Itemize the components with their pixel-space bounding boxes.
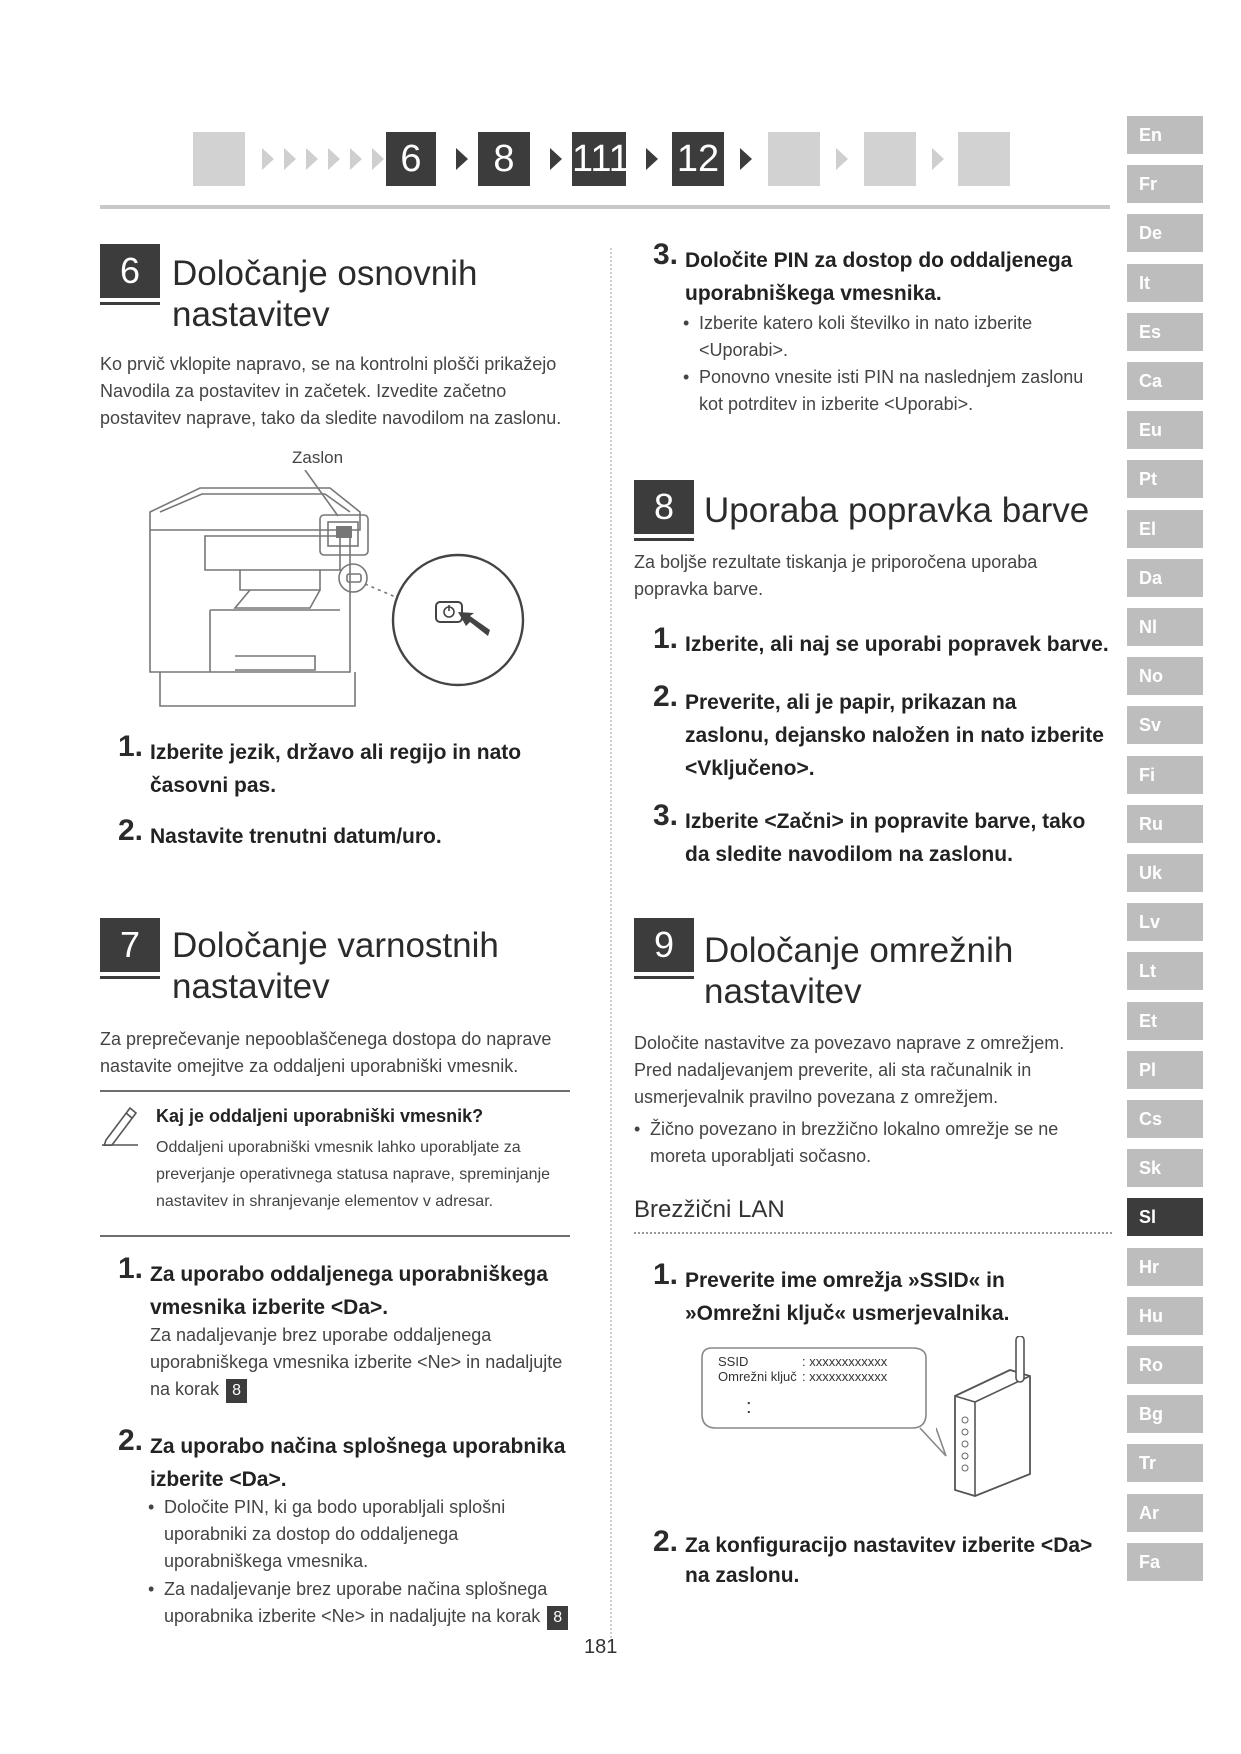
bullet-item <box>164 1576 584 1630</box>
step-text: Preverite, ali je papir, prikazan na zaslonu, dejansko naložen in nato izberite <Vključeno>. <box>685 691 1104 780</box>
note-rule-top <box>100 1090 570 1092</box>
language-tab-da[interactable]: Da <box>1127 559 1203 597</box>
step-text: Za konfiguracijo nastavitev izberite <Da> na zaslonu. <box>685 1534 1093 1587</box>
section-title-line: Določanje omrežnih <box>704 931 1014 970</box>
nav-box-blank <box>768 132 820 186</box>
bullet-item: • Določite PIN, ki ga bodo uporabljali splošni uporabniki za dostop do oddaljenega uporabniškega vmesnika. <box>164 1494 574 1575</box>
bullet-item: • Žično povezano in brezžično lokalno omrežje se ne moreta uporabljati sočasno. <box>650 1116 1080 1170</box>
language-tab-ro[interactable]: Ro <box>1127 1346 1203 1384</box>
section-title <box>704 930 1013 1012</box>
step-number: 2. <box>653 680 679 713</box>
language-tab-ca[interactable]: Ca <box>1127 362 1203 400</box>
language-tab-de[interactable]: De <box>1127 214 1203 252</box>
language-tab-ru[interactable]: Ru <box>1127 805 1203 843</box>
step-number: 2. <box>653 1525 679 1558</box>
language-tab-ar[interactable]: Ar <box>1127 1494 1203 1532</box>
more-entries: : <box>746 1396 752 1418</box>
language-tab-sl[interactable]: Sl <box>1127 1198 1203 1236</box>
section-title-line: Določanje osnovnih <box>172 254 478 293</box>
step-number: 1. <box>653 622 679 655</box>
language-tab-lv[interactable]: Lv <box>1127 903 1203 941</box>
language-tab-hr[interactable]: Hr <box>1127 1248 1203 1286</box>
section-title-line: nastavitev <box>704 972 862 1011</box>
nav-chevron-icon <box>350 148 362 170</box>
bullet-item: • Izberite katero koli številko in nato izberite <Uporabi>. <box>699 310 1099 364</box>
step-subtext <box>150 1322 580 1403</box>
step-number: 3. <box>653 238 679 271</box>
note-rule-bottom <box>100 1235 570 1237</box>
section-intro: Za boljše rezultate tiskanja je priporočena uporaba popravka barve. <box>634 552 1038 599</box>
section-number: 7 <box>100 918 160 972</box>
step-ref-chip[interactable]: 8 <box>547 1606 568 1630</box>
language-tab-nl[interactable]: Nl <box>1127 608 1203 646</box>
nav-chevron-icon <box>550 148 562 170</box>
router-illustration <box>690 1336 1090 1514</box>
network-key-label: Omrežni ključ <box>718 1369 797 1384</box>
language-tab-el[interactable]: El <box>1127 510 1203 548</box>
step-number: 1. <box>118 730 144 763</box>
language-tab-es[interactable]: Es <box>1127 313 1203 351</box>
nav-box-step-11[interactable]: 111 <box>572 132 626 186</box>
step-number: 3. <box>653 799 679 832</box>
language-tab-cs[interactable]: Cs <box>1127 1100 1203 1138</box>
nav-chevron-icon <box>932 148 944 170</box>
step-text: Za uporabo načina splošnega uporabnika izberite <Da>. <box>150 1435 566 1491</box>
section-title-line: nastavitev <box>172 967 330 1006</box>
bullet-item: • Ponovno vnesite isti PIN na naslednjem zaslonu kot potrditev in izberite <Uporabi>. <box>699 364 1099 418</box>
section-number: 8 <box>634 480 694 534</box>
nav-chevron-icon <box>284 148 296 170</box>
language-tab-lt[interactable]: Lt <box>1127 952 1203 990</box>
step-number: 1. <box>118 1252 144 1285</box>
section-title-line: nastavitev <box>172 295 330 334</box>
section-number: 9 <box>634 918 694 972</box>
language-tab-et[interactable]: Et <box>1127 1002 1203 1040</box>
note-title: Kaj je oddaljeni uporabniški vmesnik? <box>156 1106 484 1126</box>
language-tab-sv[interactable]: Sv <box>1127 706 1203 744</box>
nav-chevron-icon <box>328 148 340 170</box>
language-tab-no[interactable]: No <box>1127 657 1203 695</box>
nav-rule <box>100 205 1110 209</box>
language-tab-pt[interactable]: Pt <box>1127 460 1203 498</box>
section-intro: Za preprečevanje nepooblaščenega dostopa do naprave nastavite omejitve za oddaljeni uporabniški vmesnik. <box>100 1029 552 1076</box>
step-text: Nastavite trenutni datum/uro. <box>150 825 442 848</box>
step-text: Določite PIN za dostop do oddaljenega uporabniškega vmesnika. <box>685 249 1073 305</box>
language-tab-fa[interactable]: Fa <box>1127 1543 1203 1581</box>
nav-box-blank <box>864 132 916 186</box>
nav-chevron-icon <box>372 148 384 170</box>
pencil-icon <box>100 1102 140 1146</box>
language-tab-sk[interactable]: Sk <box>1127 1149 1203 1187</box>
language-tab-hu[interactable]: Hu <box>1127 1297 1203 1335</box>
ssid-label: SSID <box>718 1354 749 1369</box>
section-number: 6 <box>100 244 160 298</box>
section-title: Uporaba popravka barve <box>704 491 1090 530</box>
nav-chevron-icon <box>262 148 274 170</box>
section-title <box>172 925 499 1007</box>
language-tab-it[interactable]: It <box>1127 264 1203 302</box>
step-number: 2. <box>118 1424 144 1457</box>
network-key-value: : xxxxxxxxxxxx <box>802 1369 888 1384</box>
step-text: Izberite <Začni> in popravite barve, tako da sledite navodilom na zaslonu. <box>685 810 1086 866</box>
language-tab-en[interactable]: En <box>1127 116 1203 154</box>
step-text: Izberite, ali naj se uporabi popravek barve. <box>685 633 1109 656</box>
figure-label: Zaslon <box>292 448 344 467</box>
page-number: 181 <box>584 1636 618 1658</box>
nav-chevron-icon <box>836 148 848 170</box>
column-separator <box>610 248 612 1638</box>
step-number: 2. <box>118 814 144 847</box>
language-tab-fr[interactable]: Fr <box>1127 165 1203 203</box>
nav-chevron-icon <box>306 148 318 170</box>
language-tab-bg[interactable]: Bg <box>1127 1395 1203 1433</box>
note-text: Oddaljeni uporabniški vmesnik lahko uporabljate za preverjanje operativnega statusa naprave, spreminjanje nastavitev in shranjevanje elementov v adresar. <box>156 1139 551 1210</box>
nav-chevron-icon <box>740 148 752 170</box>
nav-box-step-12[interactable]: 12 <box>672 132 724 186</box>
nav-chevron-icon <box>456 148 468 170</box>
ssid-value: : xxxxxxxxxxxx <box>802 1354 888 1369</box>
language-tab-eu[interactable]: Eu <box>1127 411 1203 449</box>
section-intro: Ko prvič vklopite napravo, se na kontrolni plošči prikažejo Navodila za postavitev in začetek. Izvedite začetno postavitev naprave, tako da sledite navodilom na zaslonu. <box>100 354 562 428</box>
nav-box-blank <box>193 132 245 186</box>
language-tab-uk[interactable]: Uk <box>1127 854 1203 892</box>
section-title-line: Določanje varnostnih <box>172 926 499 965</box>
nav-box-step-8[interactable]: 8 <box>478 132 530 186</box>
language-tab-fi[interactable]: Fi <box>1127 756 1203 794</box>
language-tab-tr[interactable]: Tr <box>1127 1444 1203 1482</box>
step-text: Izberite jezik, državo ali regijo in nato časovni pas. <box>150 741 522 797</box>
nav-chevron-icon <box>646 148 658 170</box>
step-number: 1. <box>653 1258 679 1291</box>
subheading: Brezžični LAN <box>634 1196 785 1223</box>
language-tab-pl[interactable]: Pl <box>1127 1051 1203 1089</box>
printer-illustration <box>140 470 530 720</box>
step-text: Preverite ime omrežja »SSID« in »Omrežni ključ« usmerjevalnika. <box>685 1269 1010 1325</box>
section-intro: Določite nastavitve za povezavo naprave z omrežjem. Pred nadaljevanjem preverite, ali sta računalnik in usmerjevalnik pravilno povezana z omrežjem. <box>634 1033 1065 1107</box>
nav-box-blank <box>958 132 1010 186</box>
step-subtext-body: Za nadaljevanje brez uporabe oddaljenega uporabniškega vmesnika izberite <Ne> in nadaljujte na korak <box>150 1325 563 1399</box>
bullet-item-text: Za nadaljevanje brez uporabe načina splošnega uporabnika izberite <Ne> in nadaljujte na korak <box>164 1579 548 1626</box>
section-title <box>172 253 477 335</box>
subheading-rule <box>634 1232 1112 1234</box>
nav-box-step-6[interactable]: 6 <box>386 132 436 186</box>
step-ref-chip[interactable]: 8 <box>226 1379 247 1403</box>
step-text: Za uporabo oddaljenega uporabniškega vmesnika izberite <Da>. <box>150 1263 548 1319</box>
